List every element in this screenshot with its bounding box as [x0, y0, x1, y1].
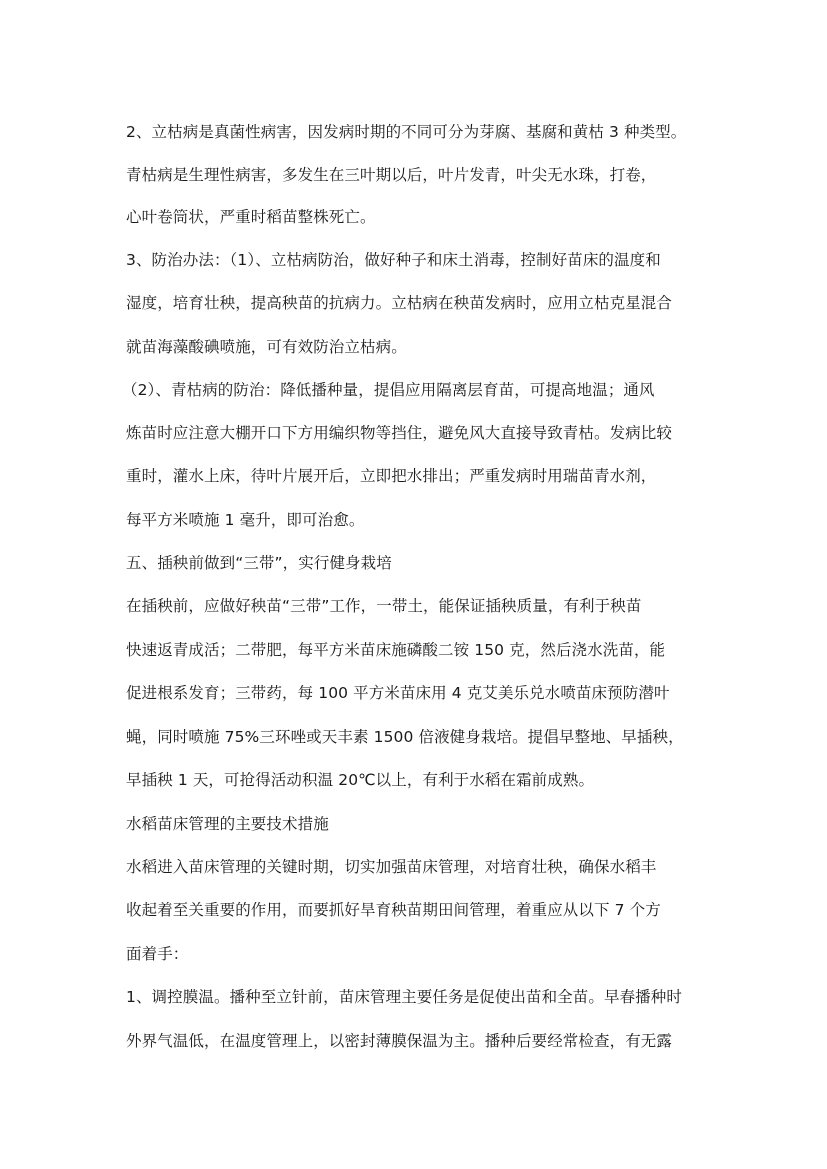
text-line: 水稻进入苗床管理的关键时期，切实加强苗床管理，对培育壮秧，确保水稻丰 [126, 858, 657, 876]
text-line: 青枯病是生理性病害，多发生在三叶期以后，叶片发青，叶尖无水珠，打卷， [126, 166, 657, 184]
text-line: 1、调控膜温。播种至立针前，苗床管理主要任务是促使出苗和全苗。早春播种时 [126, 988, 682, 1006]
text-line: 蝇，同时喷施 75%三环唑或天丰素 1500 倍液健身栽培。提倡早整地、早插秧， [126, 728, 684, 746]
text-line: 每平方米喷施 1 毫升，即可治愈。 [126, 511, 365, 529]
text-line: （2）、青枯病的防治：降低播种量，提倡应用隔离层育苗，可提高地温；通风 [122, 381, 655, 399]
section-heading: 五、插秧前做到“三带”，实行健身栽培 [126, 554, 392, 572]
text-line: 在插秧前，应做好秧苗“三带”工作，一带土，能保证插秧质量，有利于秧苗 [126, 597, 642, 615]
text-line: 收起着至关重要的作用，而要抓好旱育秧苗期田间管理，着重应从以下 7 个方 [126, 901, 661, 919]
text-line: 外界气温低，在温度管理上，以密封薄膜保温为主。播种后要经常检查，有无露 [126, 1032, 673, 1050]
text-line: 炼苗时应注意大棚开口下方用编织物等挡住，避免风大直接导致青枯。发病比较 [126, 424, 673, 442]
text-line: 就苗海藻酸碘喷施，可有效防治立枯病。 [126, 338, 407, 356]
text-line: 促进根系发育；三带药，每 100 平方米苗床用 4 克艾美乐兑水喷苗床预防潜叶 [126, 684, 670, 702]
text-line: 3、防治办法：（1）、立枯病防治，做好种子和床土消毒，控制好苗床的温度和 [126, 251, 661, 269]
text-line: 重时，灌水上床，待叶片展开后，立即把水排出；严重发病时用瑞苗青水剂， [126, 467, 657, 485]
text-line: 心叶卷筒状，严重时稻苗整株死亡。 [126, 208, 376, 226]
text-line: 早插秧 1 天，可抢得活动积温 20℃以上，有利于水稻在霜前成熟。 [126, 771, 595, 789]
text-line: 面着手： [126, 945, 189, 963]
text-line: 湿度，培育壮秧，提高秧苗的抗病力。立枯病在秧苗发病时，应用立枯克星混合 [126, 294, 673, 312]
section-heading: 水稻苗床管理的主要技术措施 [126, 815, 329, 833]
text-line: 快速返青成活；二带肥，每平方米苗床施磷酸二铵 150 克，然后浇水洗苗，能 [126, 641, 666, 659]
text-line: 2、立枯病是真菌性病害，因发病时期的不同可分为芽腐、基腐和黄枯 3 种类型。 [126, 123, 687, 141]
